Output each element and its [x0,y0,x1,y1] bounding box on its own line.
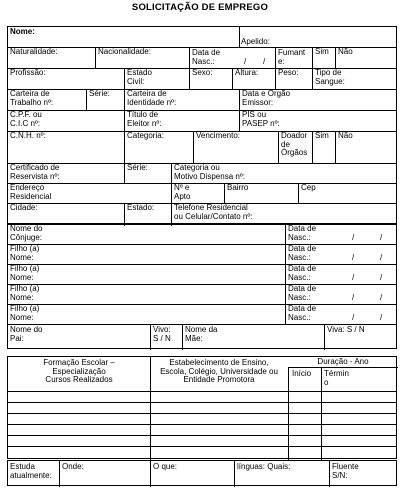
telefone-label: Telefone Residencial ou Celular/Contato nº: [174,203,253,221]
cidade-label: Cidade: [10,203,38,212]
data-nasc-label: Data de Nasc.: [288,304,317,322]
date-slash: / [352,253,355,262]
endereco-label: Endereço Residencial [10,183,52,201]
cpf-label: C.P.F. ou C.I.C nº: [10,110,42,128]
data-nasc-label: Data de Nasc.: [288,264,317,282]
estabelecimento-header: Estabelecimento de Ensino, Escola, Colégio, Universidade ou Entidade Promotora [160,358,278,385]
estado-civil-label: Estado Civil: [127,68,152,86]
estado-label: Estado: [127,203,155,212]
carteira-trabalho-label: Carteira de Trabalho nº: [10,89,54,107]
date-slash: / [244,57,247,66]
date-slash: / [380,253,383,262]
cep-label: Cep [301,183,316,192]
sexo-label: Sexo: [192,68,213,77]
personal-info-section [7,26,397,225]
fumante-label: Fumant e: [278,48,306,66]
duracao-header: Duração - Ano [317,357,369,366]
profissao-label: Profissão: [10,68,46,77]
data-orgao-emissor-label: Data e Orgão Emissor: [242,89,291,107]
nome-label: Nome: [10,27,35,36]
family-info-section [7,223,397,349]
date-slash: / [380,273,383,282]
filho-label: Filho (a) Nome: [10,244,40,262]
inicio-header: Início [292,369,312,378]
certificado-reservista-label: Certificado de Reservista nº: [10,163,60,181]
mae-label: Nome da Mãe: [185,325,218,343]
naturalidade-label: Naturalidade: [10,47,58,56]
formacao-header: Formação Escolar – Especialização Cursos Realizados [43,358,115,385]
numero-apto-label: Nº e Apto [174,183,191,201]
vencimento-label: Vencimento: [196,131,241,140]
onde-label: Onde: [62,462,84,471]
date-slash: / [352,273,355,282]
serie2-label: Série: [127,163,148,172]
filho-label: Filho (a) Nome: [10,264,40,282]
doador-sim[interactable]: Sim [315,131,329,140]
date-slash: / [352,233,355,242]
altura-label: Altura: [235,68,259,77]
pis-label: PIS ou PASEP nº: [242,110,280,128]
filho-label: Filho (a) Nome: [10,304,40,322]
doador-nao[interactable]: Não [338,131,353,140]
date-slash: / [380,233,383,242]
linguas-label: línguas: Quais: [237,462,291,471]
peso-label: Peso: [278,68,299,77]
bairro-label: Bairro [227,183,249,192]
pai-label: Nome do Pai: [10,325,43,343]
serie-label: Série: [89,89,110,98]
filho-label: Filho (a) Nome: [10,284,40,302]
date-slash: / [352,293,355,302]
tipo-sangue-label: Tipo de Sangue: [315,68,345,86]
date-slash: / [263,57,266,66]
data-nasc-label: Data de Nasc.: [288,244,317,262]
termino-header: Términ o [324,369,349,387]
categoria-label: Categoria: [127,131,164,140]
languages-row [7,460,397,486]
fumante-nao[interactable]: Não [338,47,353,56]
date-slash: / [380,293,383,302]
vivo-label: Vivo: S / N [153,325,171,343]
carteira-identidade-label: Carteira de Identidade nº: [127,89,177,107]
apelido-label: Apelido: [241,37,270,46]
data-nasc-label: Data de Nasc.: [192,48,221,66]
categoria-motivo-label: Categoria ou Motivo Dispensa nº: [174,163,245,181]
viva-label: Viva: S / N [327,325,365,334]
education-table [7,356,397,459]
fumante-sim[interactable]: Sim [315,47,329,56]
cnh-label: C.N.H. nº: [10,131,46,140]
date-slash: / [380,313,383,322]
conjuge-label: Nome do Cônjuge: [10,224,43,242]
fluente-label: Fluente S/N: [332,462,359,480]
oque-label: O que: [153,462,178,471]
titulo-eleitor-label: Título de Eleitor nº: [127,110,162,128]
estuda-label: Estuda atualmente: [10,462,52,480]
page-title: SOLICITAÇÃO DE EMPREGO [131,2,269,13]
nacionalidade-label: Nacionalidade: [98,47,151,56]
data-nasc-label: Data de Nasc.: [288,224,317,242]
data-nasc-label: Data de Nasc.: [288,284,317,302]
doador-label: Doador de Órgãos [281,131,308,158]
date-slash: / [352,313,355,322]
